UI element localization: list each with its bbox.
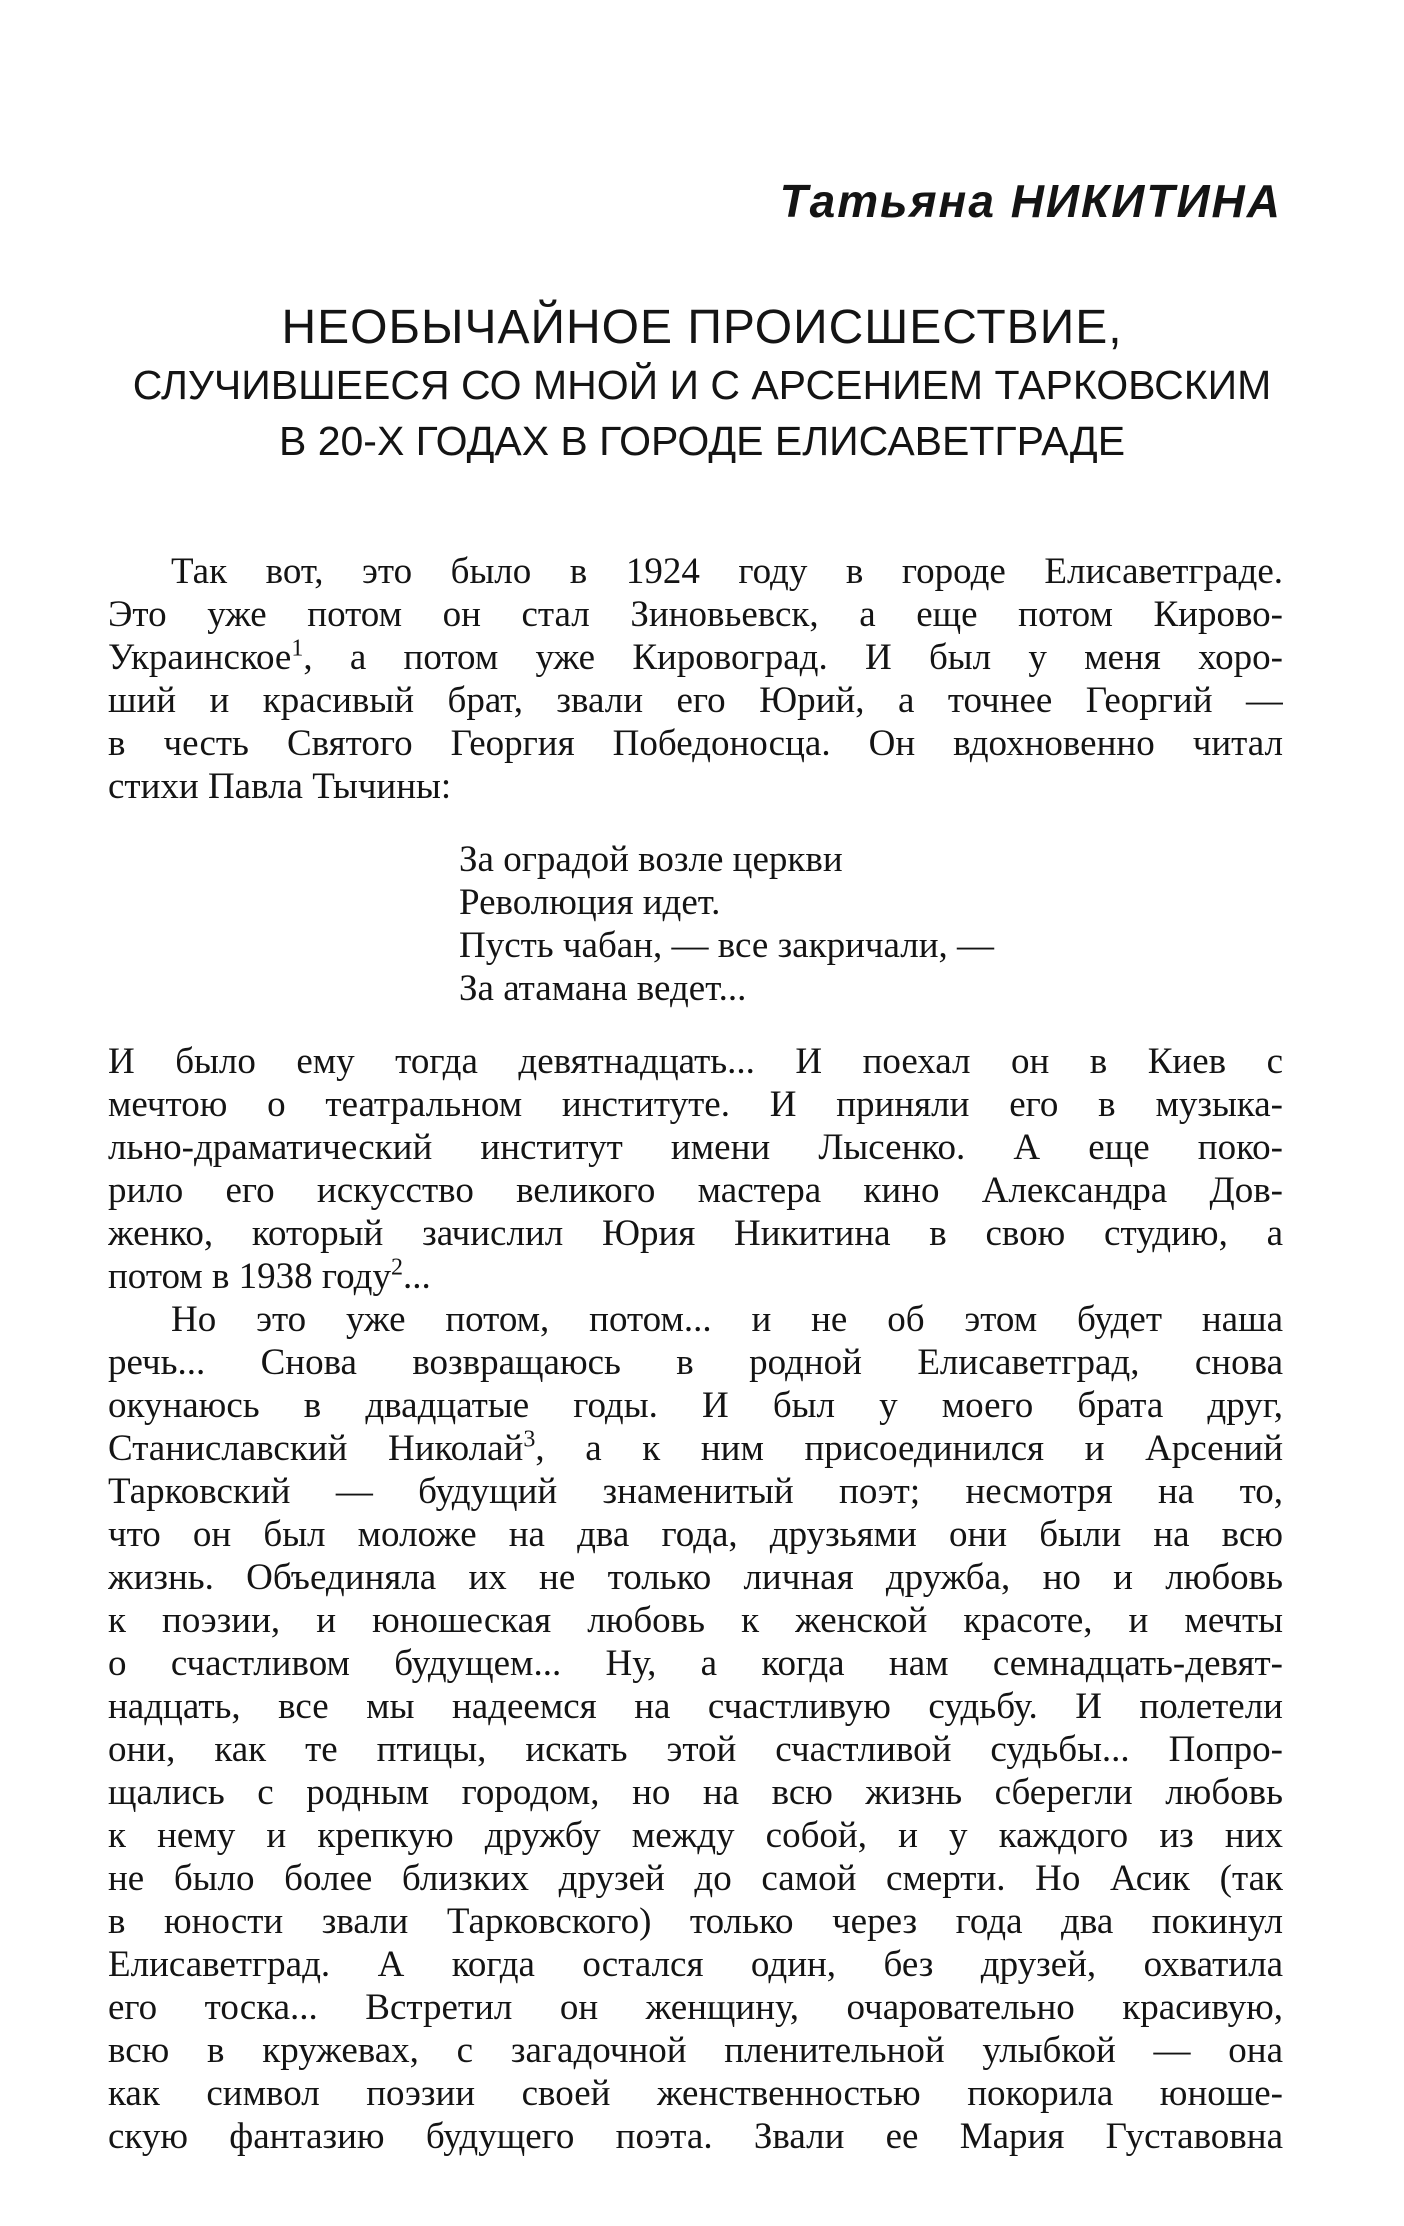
verse-line: За оградой возле церкви [459, 839, 843, 880]
text-fragment: , а к ним присоединился и Арсений [535, 1428, 1283, 1469]
text-line: Так вот, это было в 1924 году в городе Елисаветграде. [171, 551, 1283, 592]
title-line-3: В 20-Х ГОДАХ В ГОРОДЕ ЕЛИСАВЕТГРАДЕ [278, 418, 1126, 464]
text-line: рило его искусство великого мастера кино Александра Дов- [108, 1170, 1283, 1211]
text-line: его тоска... Встретил он женщину, очаровательно красивую, [108, 1987, 1283, 2028]
paragraph-1 [108, 550, 1283, 808]
text-line [108, 636, 1283, 679]
text-line: Это уже потом он стал Зиновьевск, а еще потом Кирово- [108, 594, 1283, 635]
author-name: Татьяна НИКИТИНА [779, 175, 1282, 227]
text-line: не было более близких друзей до самой смерти. Но Асик (так [108, 1858, 1283, 1899]
text-line: льно-драматический институт имени Лысенко. А еще поко- [108, 1127, 1283, 1168]
text-line: женко, который зачислил Юрия Никитина в свою студию, а [108, 1213, 1283, 1254]
text-line: Тарковский — будущий знаменитый поэт; несмотря на то, [108, 1471, 1283, 1512]
text-fragment: потом в 1938 году [108, 1256, 391, 1297]
text-line: ший и красивый брат, звали его Юрий, а точнее Георгий — [108, 680, 1283, 721]
text-line: мечтою о театральном институте. И приняли его в музыка- [108, 1084, 1283, 1125]
text-fragment: Станиславский Николай [108, 1428, 524, 1469]
text-line: в юности звали Тарковского) только через года два покинул [108, 1901, 1283, 1942]
text-line: что он был моложе на два года, друзьями они были на всю [108, 1514, 1283, 1555]
text-line: Елисаветград. А когда остался один, без друзей, охватила [108, 1944, 1283, 1985]
text-line: И было ему тогда девятнадцать... И поехал он в Киев с [108, 1041, 1283, 1082]
text-line: к нему и крепкую дружбу между собой, и у каждого из них [108, 1815, 1283, 1856]
verse-line: Пусть чабан, — все закричали, — [459, 925, 995, 966]
article-body [108, 550, 1283, 2158]
text-line: в честь Святого Георгия Победоносца. Он вдохновенно читал [108, 723, 1283, 764]
text-line: Но это уже потом, потом... и не об этом будет наша [171, 1299, 1283, 1340]
footnote-ref-1: 1 [291, 636, 304, 662]
text-line: скую фантазию будущего поэта. Звали ее Мария Густавовна [108, 2116, 1283, 2157]
text-line [108, 1255, 1283, 1298]
text-line: речь... Снова возвращаюсь в родной Елисаветград, снова [108, 1342, 1283, 1383]
paragraph-2 [108, 1040, 1283, 1298]
text-line: надцать, все мы надеемся на счастливую судьбу. И полетели [108, 1686, 1283, 1727]
text-line: стихи Павла Тычины: [108, 766, 452, 807]
text-fragment: , а потом уже Кировоград. И был у меня хоро- [303, 637, 1283, 678]
text-line: как символ поэзии своей женственностью покорила юноше- [108, 2073, 1283, 2114]
text-line: щались с родным городом, но на всю жизнь сберегли любовь [108, 1772, 1283, 1813]
footnote-ref-2: 2 [390, 1255, 403, 1281]
text-fragment: Украинское [108, 637, 292, 678]
text-line: жизнь. Объединяла их не только личная дружба, но и любовь [108, 1557, 1283, 1598]
text-fragment: ... [402, 1256, 431, 1297]
text-line: окунаюсь в двадцатые годы. И был у моего брата друг, [108, 1385, 1283, 1426]
text-line: о счастливом будущем... Ну, а когда нам семнадцать-девят- [108, 1643, 1283, 1684]
text-line [108, 1427, 1283, 1470]
text-line: всю в кружевах, с загадочной пленительной улыбкой — она [108, 2030, 1283, 2071]
title-line-1: НЕОБЫЧАЙНОЕ ПРОИСШЕСТВИЕ, [281, 301, 1123, 354]
footnote-ref-3: 3 [523, 1427, 536, 1453]
verse-quote [108, 838, 1283, 1010]
verse-line: За атамана ведет... [459, 968, 747, 1009]
title-line-2: СЛУЧИВШЕЕСЯ СО МНОЙ И С АРСЕНИЕМ ТАРКОВСКИМ [132, 362, 1272, 408]
paragraph-3 [108, 1298, 1283, 2158]
text-line: к поэзии, и юношеская любовь к женской красоте, и мечты [108, 1600, 1283, 1641]
text-line: они, как те птицы, искать этой счастливой судьбы... Попро- [108, 1729, 1283, 1770]
verse-line: Революция идет. [459, 882, 721, 923]
